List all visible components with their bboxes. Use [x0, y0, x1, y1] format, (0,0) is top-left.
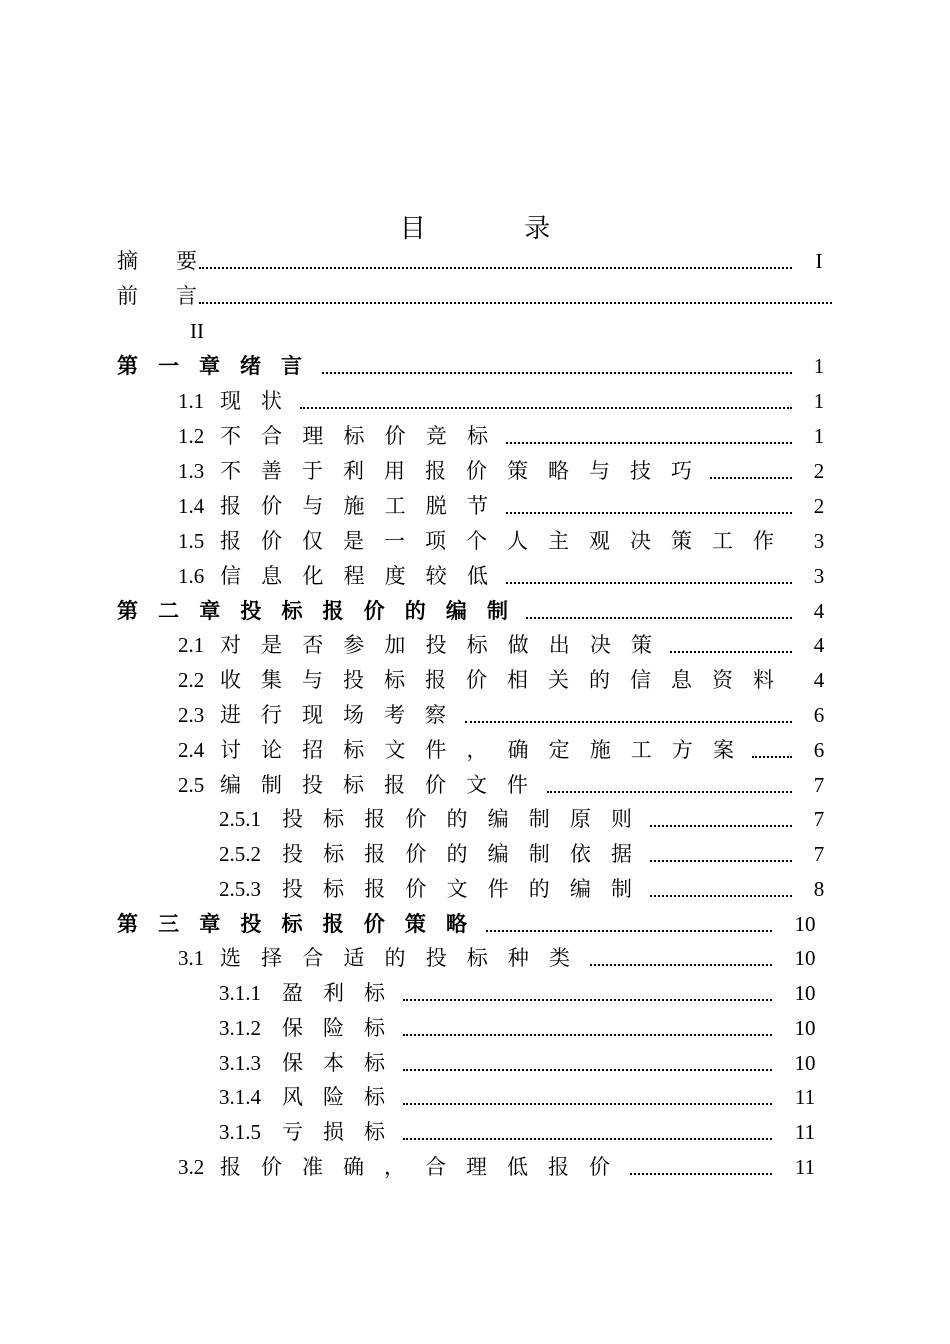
- toc-entry[interactable]: [0, 873, 950, 905]
- toc-entry-label: 第 一 章 绪 言: [117, 354, 302, 378]
- toc-leader-dots: [300, 407, 792, 409]
- toc-entry-label: 第 三 章 投 标 报 价 策 略: [117, 912, 467, 936]
- toc-entry[interactable]: [0, 1116, 950, 1148]
- toc-leader-dots: [486, 930, 772, 932]
- toc-entry-label: 对 是 否 参 加 投 标 做 出 决 策: [220, 633, 652, 657]
- toc-leader-dots: [650, 825, 792, 827]
- toc-entry-label: 保 本 标: [282, 1051, 385, 1075]
- toc-entry-label: 摘 要: [117, 249, 197, 273]
- toc-entry-page: 7: [813, 842, 825, 866]
- toc-entry-page: 4: [813, 599, 825, 623]
- toc-entry-number: 3.1.3: [219, 1051, 261, 1075]
- toc-entry[interactable]: [0, 629, 950, 661]
- toc-entry-number: 2.5.3: [219, 877, 261, 901]
- toc-entry-page: 2: [813, 459, 825, 483]
- toc-entry-number: 1.1: [178, 389, 205, 413]
- toc-entry[interactable]: [0, 803, 950, 835]
- toc-entry-label: 不 合 理 标 价 竞 标: [220, 424, 488, 448]
- toc-leader-dots: [199, 267, 792, 269]
- toc-entry-page: 11: [794, 1085, 816, 1109]
- toc-entry-label: 现 状: [220, 389, 282, 413]
- toc-leader-dots: [506, 512, 792, 514]
- toc-entry-number: 3.2: [178, 1155, 205, 1179]
- toc-entry-label: 风 险 标: [282, 1085, 385, 1109]
- toc-entry-label: 报 价 准 确 ， 合 理 低 报 价: [220, 1155, 610, 1179]
- toc-entry-number: 1.4: [178, 494, 205, 518]
- toc-leader-dots: [506, 442, 792, 444]
- toc-leader-dots: [670, 651, 792, 653]
- toc-entry-label: 投 标 报 价 的 编 制 依 据: [282, 842, 632, 866]
- toc-entry-page: 7: [813, 773, 825, 797]
- toc-entry-label: 保 险 标: [282, 1016, 385, 1040]
- toc-entry[interactable]: [0, 245, 950, 277]
- toc-leader-dots: [403, 1034, 772, 1036]
- toc-entry-page: 4: [813, 668, 825, 692]
- toc-entry-page: 10: [794, 946, 816, 970]
- toc-entry-page: 11: [794, 1155, 816, 1179]
- toc-entry-number: 2.3: [178, 703, 205, 727]
- toc-entry[interactable]: [0, 1012, 950, 1044]
- toc-entry-label: 盈 利 标: [282, 981, 385, 1005]
- toc-entry-label: 投 标 报 价 文 件 的 编 制: [282, 877, 632, 901]
- toc-entry-page: 3: [813, 564, 825, 588]
- toc-leader-dots: [752, 756, 792, 758]
- toc-entry[interactable]: [0, 595, 950, 627]
- toc-entry-page: II: [190, 319, 204, 343]
- toc-entry-number: 1.3: [178, 459, 205, 483]
- toc-leader-dots: [403, 999, 772, 1001]
- toc-leader-dots: [322, 372, 792, 374]
- toc-entry-label: 选 择 合 适 的 投 标 种 类: [220, 946, 570, 970]
- toc-entry-label: 编 制 投 标 报 价 文 件: [220, 773, 528, 797]
- toc-entry-page: 10: [794, 912, 816, 936]
- toc-entry[interactable]: [0, 455, 950, 487]
- toc-entry-label: 第 二 章 投 标 报 价 的 编 制: [117, 599, 508, 623]
- toc-leader-dots: [199, 302, 832, 304]
- toc-entry-page: 10: [794, 1051, 816, 1075]
- toc-entry-label: 报 价 仅 是 一 项 个 人 主 观 决 策 工 作: [220, 529, 774, 553]
- toc-leader-dots: [526, 617, 792, 619]
- toc-leader-dots: [403, 1138, 772, 1140]
- toc-entry-label: 亏 损 标: [282, 1120, 385, 1144]
- toc-entry-page: 10: [794, 1016, 816, 1040]
- toc-entry[interactable]: [0, 490, 950, 522]
- toc-entry[interactable]: [0, 908, 950, 940]
- toc-entry[interactable]: [0, 838, 950, 870]
- toc-entry-page: 6: [813, 703, 825, 727]
- toc-entry-number: 3.1: [178, 946, 205, 970]
- toc-entry-label: 不 善 于 利 用 报 价 策 略 与 技 巧: [220, 459, 692, 483]
- toc-entry[interactable]: [0, 664, 950, 696]
- toc-leader-dots: [403, 1069, 772, 1071]
- toc-entry-number: 1.6: [178, 564, 205, 588]
- toc-leader-dots: [506, 582, 792, 584]
- toc-entry-number: 3.1.4: [219, 1085, 261, 1109]
- toc-entry-number: 3.1.1: [219, 981, 261, 1005]
- toc-entry[interactable]: [0, 942, 950, 974]
- toc-leader-dots: [650, 895, 792, 897]
- toc-entry[interactable]: [0, 420, 950, 452]
- toc-entry-label: 讨 论 招 标 文 件 ， 确 定 施 工 方 案: [220, 738, 734, 762]
- toc-entry-label: 报 价 与 施 工 脱 节: [220, 494, 488, 518]
- toc-entry-label: 投 标 报 价 的 编 制 原 则: [282, 807, 632, 831]
- toc-entry[interactable]: [0, 699, 950, 731]
- toc-entry-label: 收 集 与 投 标 报 价 相 关 的 信 息 资 料: [220, 668, 774, 692]
- toc-entry-number: 2.2: [178, 668, 205, 692]
- toc-leader-dots: [710, 477, 792, 479]
- toc-entry-number: 3.1.2: [219, 1016, 261, 1040]
- toc-entry-number: 1.5: [178, 529, 205, 553]
- toc-leader-dots: [465, 721, 792, 723]
- toc-entry[interactable]: [0, 1081, 950, 1113]
- toc-entry[interactable]: [0, 977, 950, 1009]
- toc-entry[interactable]: [0, 280, 950, 343]
- toc-entry-page: 1: [813, 354, 825, 378]
- toc-entry-page: 8: [813, 877, 825, 901]
- toc-entry-page: 1: [813, 389, 825, 413]
- toc-entry[interactable]: [0, 385, 950, 417]
- toc-title: 目 录: [399, 214, 597, 243]
- toc-leader-dots: [403, 1103, 772, 1105]
- toc-entry-number: 2.4: [178, 738, 205, 762]
- toc-entry[interactable]: [0, 1047, 950, 1079]
- toc-entry-number: 1.2: [178, 424, 205, 448]
- toc-entry-label: 前 言: [117, 284, 197, 308]
- toc-entry-page: 4: [813, 633, 825, 657]
- toc-leader-dots: [590, 964, 772, 966]
- toc-entry-number: 3.1.5: [219, 1120, 261, 1144]
- toc-entry[interactable]: [0, 734, 950, 766]
- toc-entry[interactable]: [0, 560, 950, 592]
- toc-entry[interactable]: [0, 1151, 950, 1183]
- toc-entry[interactable]: [0, 769, 950, 801]
- toc-entry-number: 2.5.1: [219, 807, 261, 831]
- toc-entry-page: 6: [813, 738, 825, 762]
- toc-entry-page: 7: [813, 807, 825, 831]
- toc-entry-page: 1: [813, 424, 825, 448]
- toc-entry-number: 2.5: [178, 773, 205, 797]
- toc-entry-page: 11: [794, 1120, 816, 1144]
- toc-leader-dots: [547, 791, 792, 793]
- toc-entry-page: 2: [813, 494, 825, 518]
- toc-entry-page: 3: [813, 529, 825, 553]
- toc-entry-label: 进 行 现 场 考 察: [220, 703, 446, 727]
- toc-leader-dots: [650, 860, 792, 862]
- toc-entry-number: 2.1: [178, 633, 205, 657]
- toc-entry-label: 信 息 化 程 度 较 低: [220, 564, 488, 588]
- toc-entry[interactable]: [0, 525, 950, 557]
- toc-entry-page: I: [815, 249, 823, 273]
- toc-entry[interactable]: [0, 350, 950, 382]
- toc-leader-dots: [630, 1173, 772, 1175]
- toc-entry-page: 10: [794, 981, 816, 1005]
- toc-entry-number: 2.5.2: [219, 842, 261, 866]
